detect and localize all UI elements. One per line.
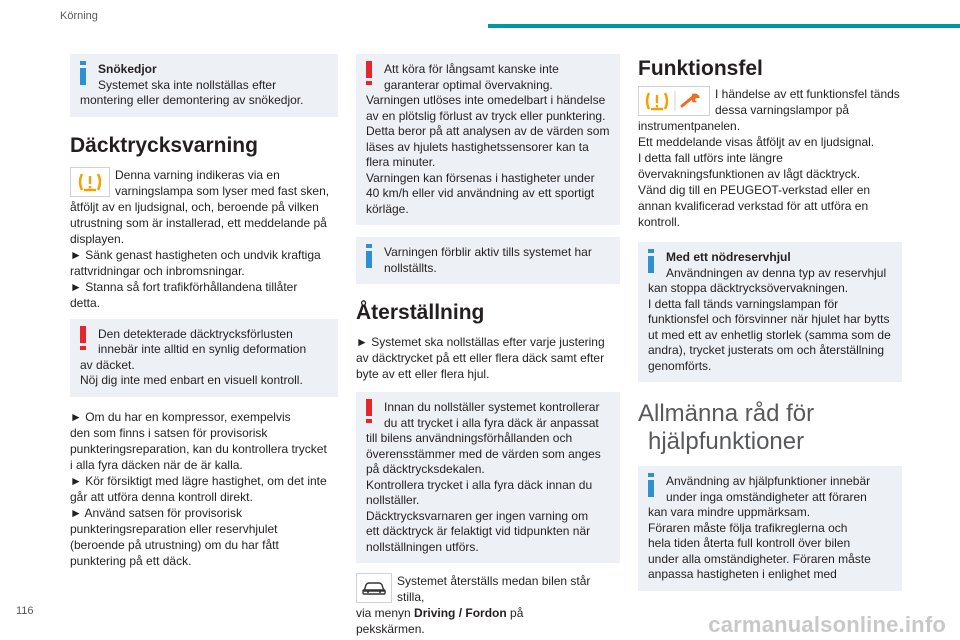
heading-malfunction: Funktionsfel	[638, 57, 763, 80]
note-line: Den detekterade däcktrycksförlusten	[98, 326, 293, 341]
note-line: ett däcktryck är felaktigt vid tidpunkten när	[366, 524, 591, 538]
note-detected-loss	[70, 319, 338, 397]
note-line: Användningen av denna typ av reservhjul	[666, 265, 887, 280]
note-line: nollställts.	[384, 260, 437, 275]
note-line: ut med ett av enhetlig storlek (samma som de	[648, 327, 891, 342]
bullet-line: punkteringsreparation eller reservhjulet	[70, 521, 278, 536]
note-line: Användning av hjälpfunktioner innebär	[666, 474, 871, 488]
note-line: genomförts.	[648, 358, 712, 373]
note-line: Kontrollera trycket i alla fyra däck innan du	[366, 477, 593, 492]
heading-reset: Återställning	[356, 301, 485, 324]
note-line: Att köra för långsamt kanske inte	[384, 62, 559, 76]
note-line: körläge.	[366, 201, 409, 216]
note-line: Varningen förblir aktiv tills systemet har	[384, 245, 592, 259]
section-label: Körning	[60, 10, 98, 22]
text-line: annan kvalificerad verkstad för att utföra en	[638, 199, 869, 213]
note-line: överensstämmer med de värden som anges	[366, 446, 601, 461]
note-title: Snökedjor	[98, 62, 157, 76]
note-line: hela tiden återta full kontroll över bilen	[648, 536, 851, 550]
note-line: nollställer.	[366, 493, 420, 507]
bullet-line: punktering på ett däck.	[70, 553, 192, 568]
text-line: displayen.	[70, 231, 125, 246]
bullet-line: punkteringsreparation, kan du kontrollera trycket	[70, 441, 327, 456]
text-line: instrumentpanelen.	[638, 119, 741, 133]
note-line: anpassa hastigheten i enlighet med	[648, 567, 837, 581]
text-line: Ett meddelande visas åtföljt av en ljudsignal.	[638, 135, 875, 149]
note-line: under inga omständigheter att föraren	[666, 489, 867, 504]
text-line: I händelse av ett funktionsfel tänds	[715, 87, 900, 101]
note-slow-driving	[356, 54, 620, 225]
column-2	[356, 54, 620, 637]
note-line: nollställningen utförs.	[366, 539, 479, 554]
note-line: Föraren måste följa trafikreglerna och	[648, 520, 848, 535]
note-warning-active	[356, 237, 620, 284]
note-line: Varningen utlöses inte omedelbart i händelse	[366, 93, 606, 107]
paragraph-reset-menu	[356, 573, 620, 637]
bullet-line: ► Sänk genast hastigheten och undvik kraftiga	[70, 247, 321, 262]
watermark: carmanualsonline.info	[708, 612, 946, 637]
menu-path: Driving / Fordon	[414, 606, 507, 620]
bullet-line: i alla fyra däcken när de är kalla.	[70, 457, 243, 472]
note-line: I detta fall tänds varningslampan för	[648, 296, 839, 311]
info-marker	[648, 473, 654, 497]
note-line: läses av hjulets hastighetssensorer kan ta	[366, 139, 589, 154]
text-line: Denna varning indikeras via en	[115, 167, 280, 182]
note-line: funktionsfel och försvinner när hjulet har bytts	[648, 312, 890, 326]
note-before-reset	[356, 392, 620, 563]
heading-tyre-warning: Däcktrycksvarning	[70, 133, 258, 157]
paragraph-compressor	[70, 409, 338, 569]
bullet-line: ► Kör försiktigt med lägre hastighet, om det inte	[70, 473, 327, 488]
paragraph-malfunction	[638, 86, 902, 230]
note-line: Systemet ska inte nollställas efter	[98, 77, 277, 92]
note-line: garanterar optimal övervakning.	[384, 77, 553, 92]
info-marker	[366, 244, 372, 268]
paragraph-reset	[356, 334, 620, 382]
paragraph-tyre-warning	[70, 167, 338, 311]
text-line: Systemet återställs medan bilen står stilla,	[397, 574, 591, 604]
malfunction-icons	[638, 86, 710, 116]
tyre-pressure-warning-icon	[70, 167, 110, 197]
heading-general-advice: Allmänna råd för hjälpfunktioner	[638, 400, 815, 455]
text-line: dessa varningslampor på	[715, 103, 850, 117]
note-line: Innan du nollställer systemet kontrollerar	[384, 400, 600, 414]
note-spare-wheel	[638, 242, 902, 382]
car-settings-icon	[356, 573, 392, 603]
note-line: Nöj dig inte med enbart en visuell kontroll.	[80, 373, 303, 387]
bullet-line: ► Om du har en kompressor, exempelvis	[70, 409, 291, 424]
warning-marker	[80, 326, 86, 350]
note-line: av däcket.	[80, 357, 135, 372]
text-line: via menyn Driving / Fordon på	[356, 606, 524, 620]
warning-marker	[366, 399, 372, 423]
info-marker	[80, 61, 86, 85]
note-line: Detta beror på att analysen av de värden som	[366, 124, 610, 138]
page-number: 116	[16, 605, 34, 617]
note-line: flera minuter.	[366, 155, 436, 169]
column-1	[70, 54, 338, 569]
note-line: du att trycket i alla fyra däck är anpassat	[384, 415, 599, 430]
note-line: kan vara mindre uppmärksam.	[648, 505, 811, 519]
bullet-line: ► Stanna så fort trafikförhållandena tillåter	[70, 279, 298, 294]
note-line: 40 km/h eller vid användning av ett sportigt	[366, 186, 595, 200]
bullet-line: rattvridningar och inbromsningar.	[70, 263, 245, 278]
note-line: till bilens användningsförhållanden och	[366, 431, 573, 445]
text-line: pekskärmen.	[356, 622, 425, 636]
note-driving-aids	[638, 466, 902, 591]
bullet-line: går att utföra denna kontroll direkt.	[70, 489, 253, 504]
note-snow-chains	[70, 54, 338, 117]
bullet-line: den som finns i satsen för provisorisk	[70, 425, 268, 440]
bullet-line: detta.	[70, 295, 101, 310]
note-line: på däcktrycksdekalen.	[366, 462, 485, 476]
text-line: utrustning som är installerad, ett meddelande på	[70, 215, 327, 230]
note-line: Däcktrycksvarnaren ger ingen varning om	[366, 508, 589, 523]
text-line: byte av ett eller flera hjul.	[356, 367, 490, 381]
note-line: Varningen kan försenas i hastigheter under	[366, 170, 595, 185]
note-line: under alla omständigheter. Föraren måste	[648, 551, 871, 566]
text-line: Vänd dig till en PEUGEOT-verkstad eller en	[638, 183, 871, 197]
note-line: av en plötslig förlust av tryck eller punktering.	[366, 108, 606, 123]
text-line: I detta fall utförs inte längre	[638, 151, 783, 165]
info-marker	[648, 249, 654, 273]
note-line: innebär inte alltid en synlig deformation	[98, 342, 307, 356]
accent-bar	[488, 24, 960, 28]
bullet-line: ► Systemet ska nollställas efter varje justering	[356, 335, 605, 349]
text-line: kontroll.	[638, 215, 681, 229]
note-line: andra), trycket justerats om och återställning	[648, 343, 885, 357]
bullet-line: ► Använd satsen för provisorisk	[70, 505, 242, 520]
note-line: kan stoppa däcktrycksövervakningen.	[648, 281, 849, 295]
text-line: åtföljt av en ljudsignal, och, beroende på vilken	[70, 199, 319, 214]
warning-marker	[366, 61, 372, 85]
text-line: av däcktrycket på ett eller flera däck samt efter	[356, 351, 605, 365]
note-title: Med ett nödreservhjul	[666, 250, 791, 264]
column-3	[638, 56, 902, 601]
bullet-line: (beroende på utrustning) om du har fått	[70, 537, 279, 552]
text-line: varningslampa som lyser med fast sken,	[115, 183, 330, 198]
note-line: montering eller demontering av snökedjor.	[80, 93, 304, 107]
text-line: övervakningsfunktionen av lågt däcktryck.	[638, 167, 861, 181]
